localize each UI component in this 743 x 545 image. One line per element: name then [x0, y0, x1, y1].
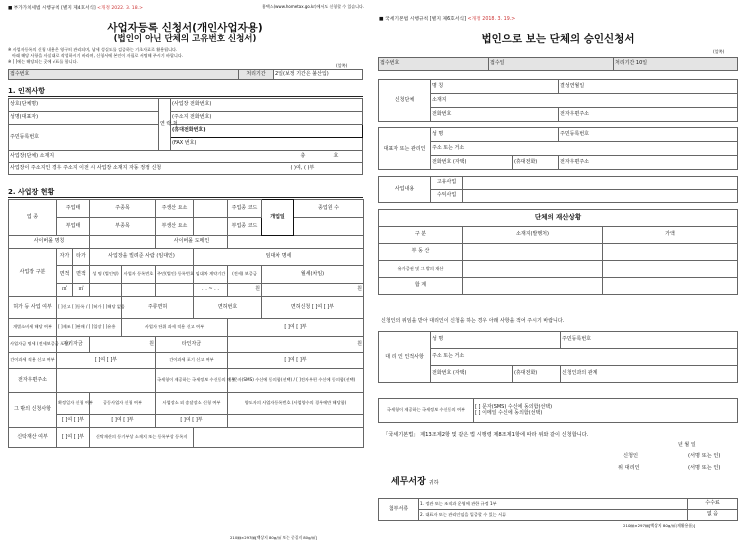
lender-label: 사업장을 빌려준 사람 (임대인) [90, 249, 194, 266]
own-fund-label: 자기자금 [57, 337, 90, 353]
trust-registry-label: 신탁재산의 등기부상 소재지 또는 등록부상 등록지 [90, 428, 194, 448]
consent-table [378, 398, 738, 423]
docs-label: 첨부서류 [379, 499, 419, 521]
contact-biz-phone[interactable]: (사업장 전화번호) [171, 99, 363, 112]
area-label: 면적 [57, 266, 73, 284]
email-label: 전자우편주소 [9, 369, 57, 393]
main-item-label: 주종목 [90, 200, 156, 218]
delegate-note: 신청인의 위임을 받아 대리인이 신청을 하는 경우 아래 사항을 적어 주시기 바랍니다. [381, 318, 565, 324]
asset-kind-label: 구 분 [379, 227, 463, 244]
simple-giveup-label: 간이과세 포기 신고 여부 [156, 353, 228, 369]
main-element-label: 주생산 요소 [156, 200, 194, 218]
representative-table [378, 127, 738, 170]
agent-label: 대 리 인 인적사항 [379, 332, 431, 383]
deposit-label: (전세) 보증금 [228, 266, 262, 284]
simple-tax-options[interactable]: [ ]여 [ ]부 [57, 353, 156, 369]
main-type-label: 주업태 [57, 200, 90, 218]
rep-mobile-label: (휴대전화) [513, 156, 559, 170]
right-form-page [373, 0, 743, 545]
consent-label: 국세청이 제공하는 국세정보 수신동의 여부 [156, 369, 228, 393]
unit-tax-options[interactable]: [ ]여 [ ]부 [228, 319, 364, 337]
lessor-rrn-label: 주민(법인) 등록번호 [156, 266, 194, 284]
permit-label: 허가 등 사업 여부 [9, 297, 57, 319]
rep-rrn-label: 주민등록번호 [559, 128, 738, 142]
indiv-tax-options[interactable]: [ ]제조 [ ]판매 / [ ]입장 [ ]유흥 [57, 319, 122, 337]
delivery-place-label: 사업장소 외 송달장소 신청 여부 [156, 393, 228, 415]
biz-location-row[interactable]: 사업장(단체) 소재지 층 호 [9, 151, 363, 163]
contact-fax[interactable]: (FAX 번호) [171, 138, 363, 151]
profit-biz-label: 수익사업 [431, 190, 463, 203]
left-header-hometax: 홈택스(www.hometax.go.kr)에서도 신청할 수 있습니다. [262, 4, 365, 9]
email-label: 전자우편주소 [559, 108, 738, 122]
employees-label: 종업원 수 [294, 200, 364, 218]
name-label: 명 칭 [431, 80, 559, 94]
left-form-page [0, 0, 370, 545]
indiv-tax-label: 개별소비세 해당 여부 [9, 319, 57, 337]
area-unit-2[interactable]: ㎡ [73, 284, 90, 297]
own-biz-label: 고유사업 [431, 177, 463, 190]
sub-type-label: 부업태 [57, 218, 90, 236]
rented-label: 타가 [73, 249, 90, 266]
applicant-label: 신청단체 [379, 80, 431, 122]
delivery-place-options[interactable]: [ ]여 [ ]부 [156, 415, 228, 428]
simple-giveup-options[interactable]: [ ]여 [ ]부 [228, 353, 364, 369]
right-receipt-no: 접수번호 [379, 58, 489, 71]
asset-row-securities: 유가증권 및 그 밖의 재산 [379, 261, 463, 278]
right-footer: 210㎜×297㎜[백상지 80g/㎡(재활용품)] [623, 523, 696, 528]
right-receipt-date: 접수일 [489, 58, 614, 71]
asset-value-label: 가액 [603, 227, 738, 244]
confirmed-date-label: 확정일자 신청 여부 [57, 393, 90, 415]
attachments-table [378, 498, 738, 521]
confirmed-date-options[interactable]: [ ]여 [ ]부 [57, 415, 90, 428]
agent-sign-label: 위 대리인 [618, 465, 640, 471]
liquor-label: 주류면허 [122, 297, 194, 319]
address-label: 소재지 [431, 94, 738, 108]
auto-correction-row[interactable]: 사업장이 주소지인 경우 주소지 이전 시 사업장 소재지 자동 정정 신청 ( )여, ( )부 [9, 163, 363, 175]
rep-label: 대표자 또는 관리인 [379, 128, 431, 170]
agent-relation-label: 신청인과의 관계 [561, 366, 738, 383]
rep-name-label: 성명(대표자) [9, 112, 159, 125]
main-code-label: 주업종 코드 [228, 200, 262, 218]
asset-loc-label: 소재지(발행처) [463, 227, 603, 244]
rrn-label: 주민등록번호 [9, 125, 159, 151]
fee-label: 수수료 [688, 499, 738, 510]
left-receipt-no: 접수번호 [9, 70, 239, 80]
license-no-label: 면허번호 [194, 297, 262, 319]
asset-table [378, 209, 738, 295]
simple-tax-label: 간이과세 적용 신고 여부 [9, 353, 57, 369]
left-header-law: ■ 부가가치세법 시행규칙 [별지 제4호서식] <개정 2022. 3. 18.> [8, 6, 143, 11]
agent-mobile-label: (휴대전화) [513, 366, 561, 383]
other-request-label: 그 밖의 신청사항 [9, 393, 57, 428]
contact-label: 연 락 처 [159, 99, 171, 151]
doc-item-2: 2. 대표자 또는 관리인임을 입증할 수 있는 서류 [419, 510, 688, 521]
contact-home-phone[interactable]: (주소지 전화번호) [171, 112, 363, 125]
agent-table [378, 331, 738, 383]
agent-rrn-label: 주민등록번호 [561, 332, 738, 349]
right-header-law: ■ 국세기본법 시행규칙 [별지 제6호서식] <개정 2018. 3. 19.> [379, 17, 516, 22]
left-page-mark: (앞쪽) [336, 63, 348, 68]
other-fund-label: 타인자금 [156, 337, 228, 353]
consent-options[interactable] [474, 399, 738, 423]
left-note-3: ※ [ ]에는 해당되는 곳에 √표를 합니다. [8, 59, 78, 64]
agent-phone-label: 전화번호 (자택) [431, 366, 513, 383]
left-proc-label: 처리기간 [239, 70, 274, 80]
own-label: 자가 [57, 249, 73, 266]
consent-sms[interactable]: [ ] 문자(SMS) 수신에 동의함(선택) [475, 403, 553, 410]
left-proc-value: 2일(보정 기간은 불산입) [274, 70, 363, 80]
rent-won[interactable]: 원 [262, 284, 364, 297]
date-line: 년 월 일 [678, 442, 696, 448]
personal-info-table [8, 98, 363, 175]
license-apply-cell[interactable]: 면허신청 [ ]여 [ ]부 [262, 297, 364, 319]
open-date-label: 개업일 [262, 200, 294, 236]
consent-options[interactable]: [ ]문자(SMS) 수신에 동의함(선택) / [ ]전자우편 수신에 동의함(선택) [228, 369, 364, 393]
left-subtitle: (법인이 아닌 단체의 고유번호 신청서) [113, 34, 257, 44]
sub-item-label: 부종목 [90, 218, 156, 236]
statement: 「국세기본법」 제13조제2항 및 같은 법 시행령 제8조제1항에 따라 위와 같이 신청합니다. [383, 432, 589, 438]
agent-name-label: 성 명 [431, 332, 561, 349]
trust-label: 신탁재산 여부 [9, 428, 57, 448]
applicant-sign-label: 신청인 [623, 453, 639, 459]
cyber-mall-label: 사이버몰 명칭 [9, 236, 90, 249]
contact-mobile[interactable]: (휴대전화번호) [171, 125, 363, 138]
joint-biz-label: 공동사업자 신청 여부 [90, 393, 156, 415]
sub-element-label: 부생산 요소 [156, 218, 194, 236]
biz-content-label: 사업내용 [379, 177, 431, 203]
biz-category-label: 사업장 구분 [9, 249, 57, 297]
left-note-2: 아래 해당 사항을 사실대로 작성하시기 바라며, 신청서에 본인이 자필로 서명해 주시기 바랍니다. [12, 53, 184, 58]
applicant-table [378, 79, 738, 122]
left-title: 사업자등록 신청서(개인사업자용) [107, 22, 263, 34]
permit-options[interactable]: [ ]신고 [ ]등록 / [ ]허가 [ ]해당 없음 [57, 297, 122, 319]
asset-title: 단체의 재산상황 [379, 210, 738, 227]
left-note-1: ※ 사업자등록의 신청 내용은 영구히 관리되며, 납세 성실도를 검증하는 기초자료로 활용됩니다. [8, 47, 178, 52]
left-section-1: 1. 인적사항 [8, 87, 46, 95]
right-title: 법인으로 보는 단체의 승인신청서 [481, 33, 635, 45]
lessor-name-label: 성 명 (법인명) [90, 266, 122, 284]
rep-email-label: 전자우편주소 [559, 156, 738, 170]
asset-row-realestate: 부 동 산 [379, 244, 463, 261]
divider [8, 96, 363, 97]
trade-name-label: 상호(단체명) [9, 99, 159, 112]
fund-label: 사업자금 명세 (전세보증금 포함) [9, 337, 57, 353]
est-date-label: 결성연월일 [559, 80, 738, 94]
business-status-table [8, 199, 364, 448]
biz-content-table [378, 176, 738, 203]
agent-sign-note: (서명 또는 인) [688, 465, 721, 471]
lease-period-label: 임대차 계약기간 [194, 266, 228, 284]
monthly-rent-label: 월세(차임) [262, 266, 364, 284]
trust-options[interactable]: [ ]여 [ ]부 [57, 428, 90, 448]
unit-tax-label: 사업자 단위 과세 적용 신고 여부 [122, 319, 228, 337]
area-unit[interactable]: ㎡ [57, 284, 73, 297]
divider [8, 197, 363, 198]
consent-email[interactable]: [ ] 이메일 수신에 동의함(선택) [475, 409, 543, 416]
biz-kind-label: 업 종 [9, 200, 57, 236]
left-section-2: 2. 사업장 현황 [8, 188, 55, 196]
tax-office-label: 세무서장 귀하 [391, 477, 439, 487]
rep-phone-label: 전화번호 (자택) [431, 156, 513, 170]
area-label-2: 면적 [73, 266, 90, 284]
consent-label: 국세청이 제공하는 국세정보 수신동의 여부 [379, 399, 474, 423]
asset-row-total: 합 계 [379, 278, 463, 295]
right-receipt-table [378, 57, 738, 71]
phone-label: 전화번호 [431, 108, 559, 122]
rep-address-label: 주소 또는 거소 [431, 142, 738, 156]
own-fund-won[interactable]: 원 [90, 337, 156, 353]
right-proc: 처리기간 10일 [614, 58, 738, 71]
right-page-mark: (앞쪽) [713, 49, 725, 54]
deposit-won[interactable]: 원 [228, 284, 262, 297]
transferor-label: 양도자의 사업자등록번호 (사업양수의 경우에만 해당함) [228, 393, 364, 415]
sub-code-label: 부업종 코드 [228, 218, 262, 236]
lease-period-dots[interactable]: . . ~ . . [194, 284, 228, 297]
doc-item-1: 1. 정관 또는 조직과 운영에 관한 규정 1부 [419, 499, 688, 510]
agent-address-label: 주소 또는 거소 [431, 349, 738, 366]
lease-label: 임대차 명세 [194, 249, 364, 266]
left-receipt-table [8, 69, 363, 80]
left-footer: 210㎜×297㎜[백상지 80g/㎡ 또는 중질지 80g/㎡] [230, 535, 318, 540]
rep-name-label: 성 명 [431, 128, 559, 142]
lessor-biz-no-label: 사업자 등록번호 [122, 266, 156, 284]
joint-biz-options[interactable]: [ ]여 [ ]부 [90, 415, 156, 428]
fee-value: 없 음 [688, 510, 738, 521]
applicant-sign-note: (서명 또는 인) [688, 453, 721, 459]
cyber-domain-label: 사이버몰 도메인 [156, 236, 228, 249]
other-fund-won[interactable]: 원 [228, 337, 364, 353]
